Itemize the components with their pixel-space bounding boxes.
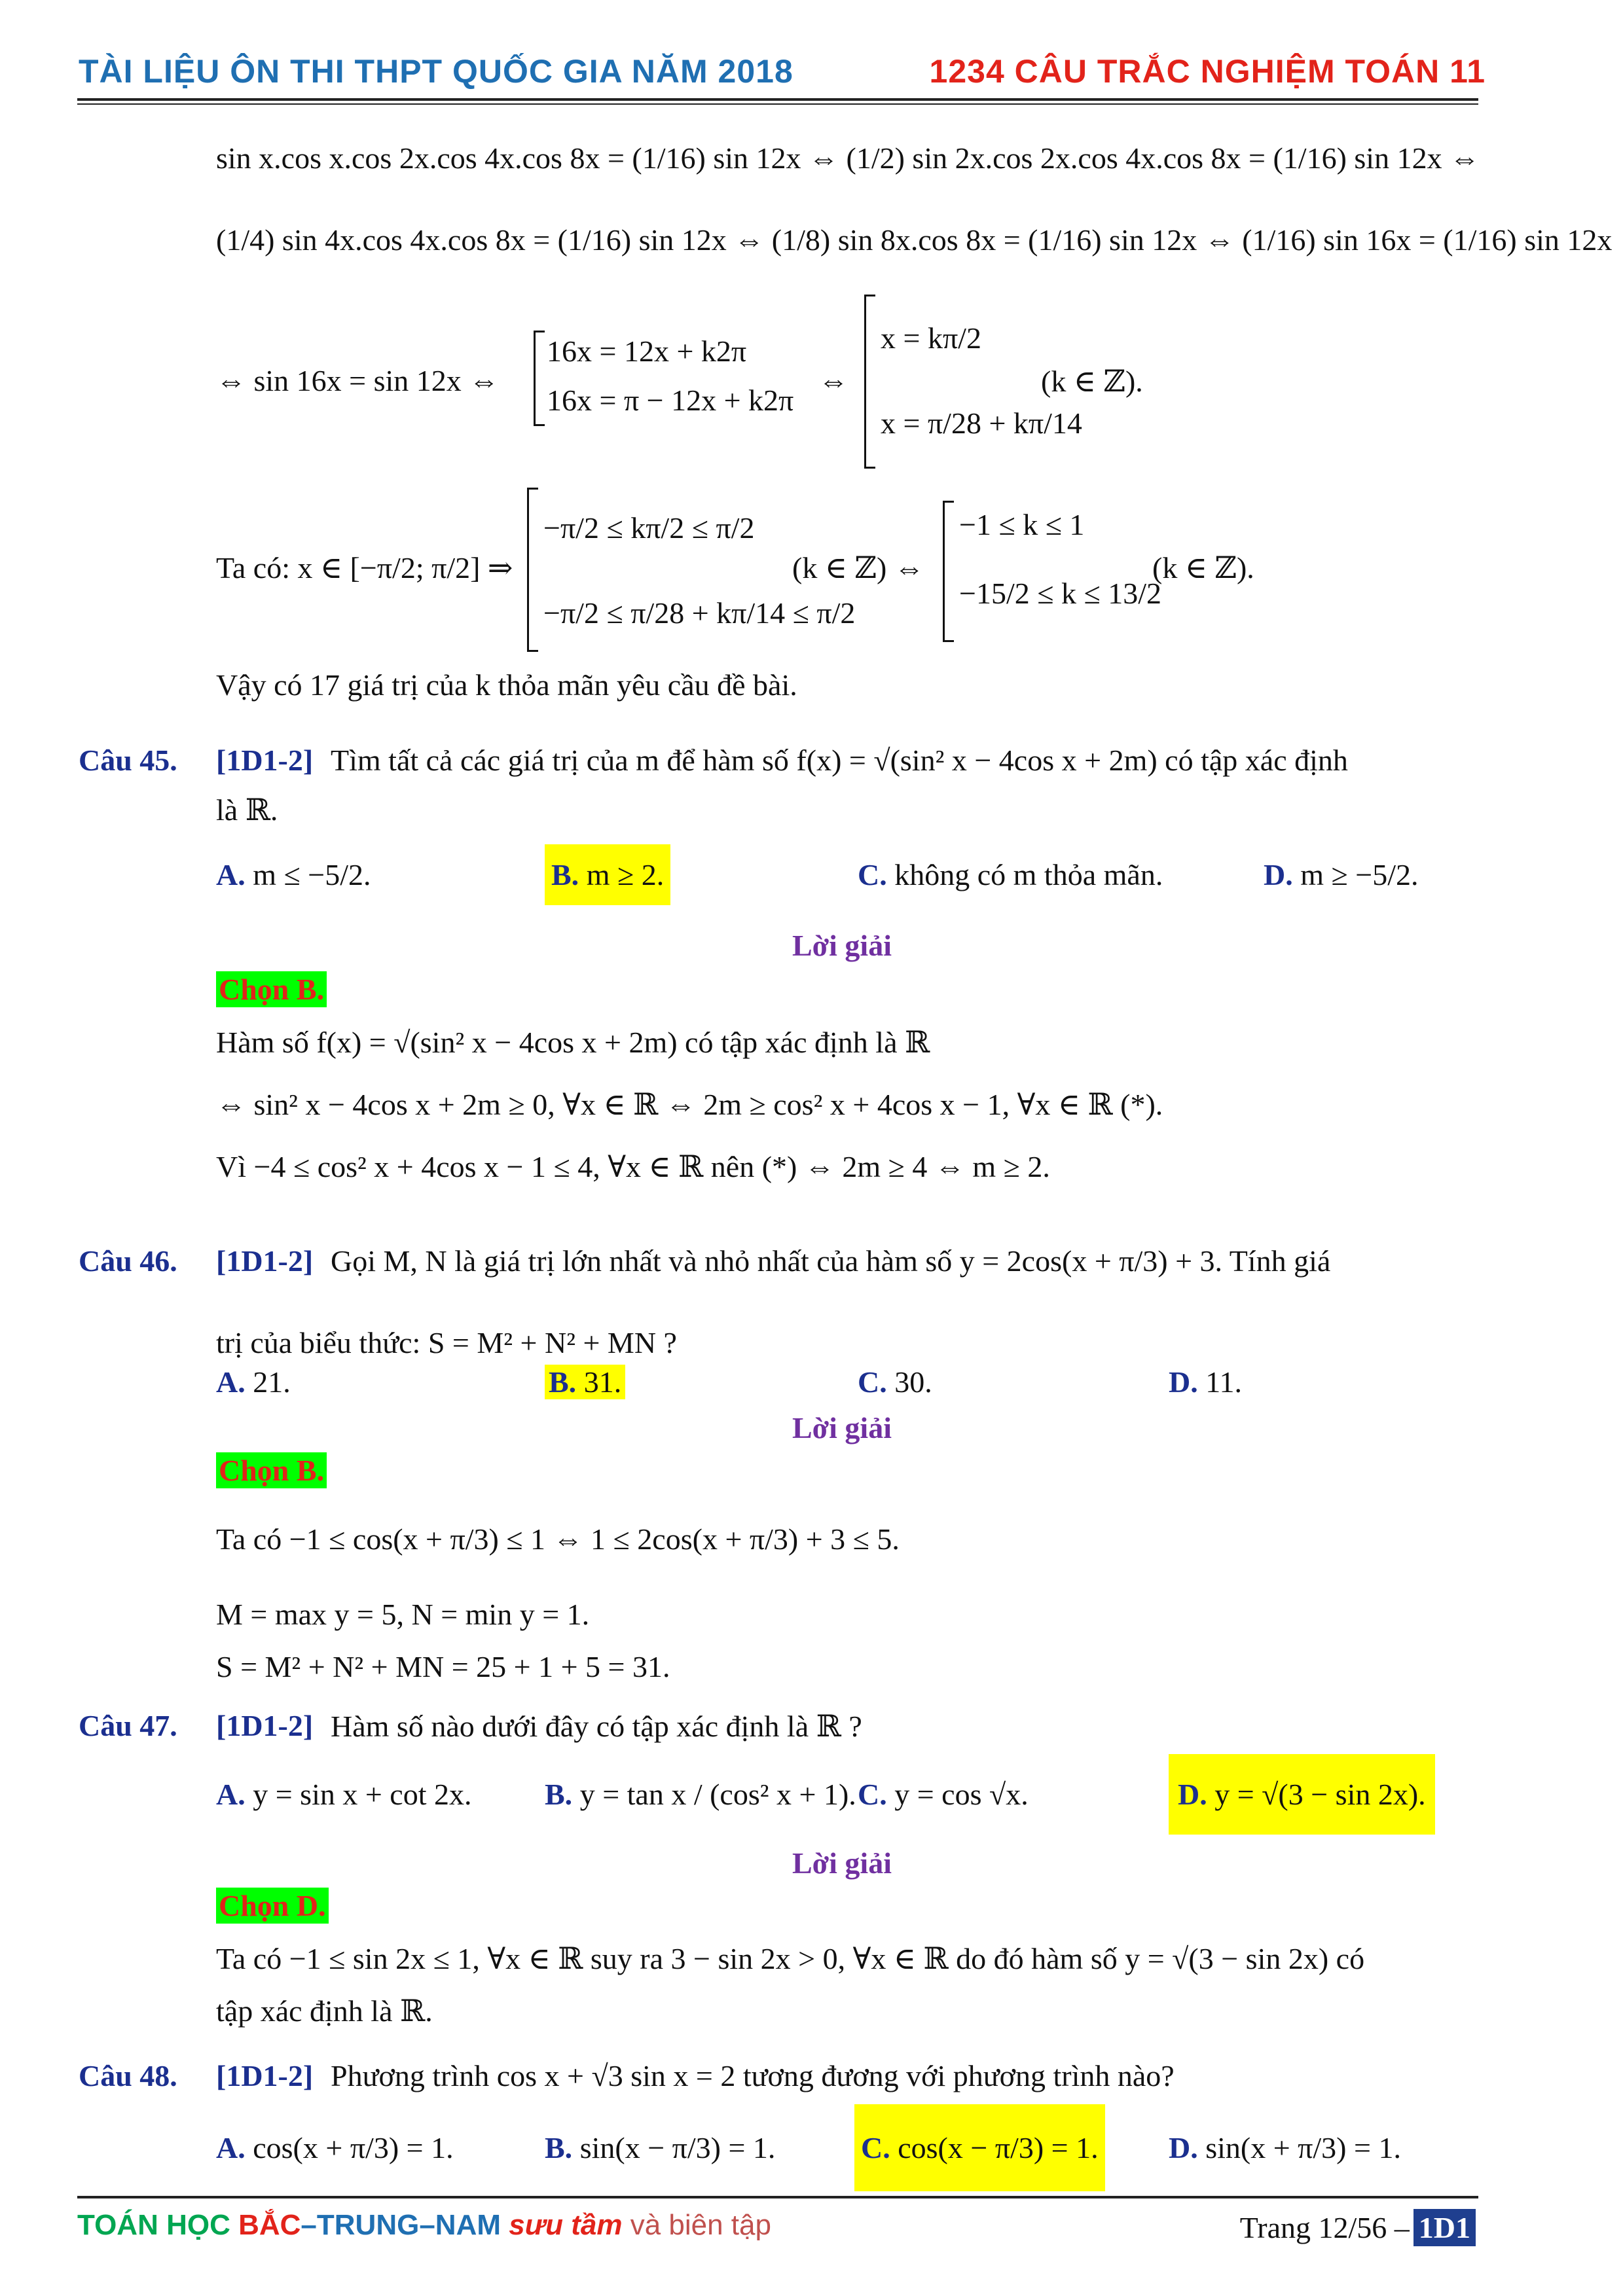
- ineq-bracket: [527, 488, 538, 652]
- q46-loigiai: Lời giải: [792, 1411, 892, 1444]
- q47-chon: [216, 1888, 329, 1923]
- case-bracket-1: [534, 331, 545, 426]
- q46-solution-1: Ta có −1 ≤ cos(x + π/3) ≤ 1 ⇔ 1 ≤ 2cos(x + π/3) + 3 ≤ 5.: [216, 1522, 900, 1556]
- option-letter: C.: [858, 858, 887, 891]
- q47-option-d[interactable]: [1169, 1754, 1435, 1835]
- option-letter: D.: [1169, 1365, 1198, 1399]
- q46-option-a[interactable]: [216, 1365, 291, 1399]
- header-left-title: TÀI LIỆU ÔN THI THPT QUỐC GIA NĂM 2018: [79, 53, 793, 90]
- question-45-tag: [1D1-2]: [216, 744, 314, 777]
- footer-brand-2: BẮC: [238, 2209, 301, 2241]
- q47-solution-1: Ta có −1 ≤ sin 2x ≤ 1, ∀x ∈ ℝ suy ra 3 − sin 2x > 0, ∀x ∈ ℝ do đó hàm số y = √(3 − sin 2x) có: [216, 1942, 1365, 1975]
- option-letter: C.: [861, 2131, 890, 2164]
- answer-badge: Chọn D.: [216, 1888, 329, 1924]
- question-46-text: Gọi M, N là giá trị lớn nhất và nhỏ nhất của hàm số y = 2cos(x + π/3) + 3. Tính giá: [331, 1244, 1331, 1278]
- k-integer-3: (k ∈ ℤ).: [1152, 551, 1254, 584]
- inequality-2: −π/2 ≤ π/28 + kπ/14 ≤ π/2: [543, 596, 856, 630]
- k-integer: (k ∈ ℤ).: [1041, 365, 1143, 398]
- footer-page: [1240, 2209, 1476, 2246]
- option-letter: D.: [1264, 858, 1293, 891]
- question-45-text: Tìm tất cả các giá trị của m để hàm số f(x) = √(sin² x − 4cos x + 2m) có tập xác định: [331, 744, 1348, 777]
- q46-solution-2: M = max y = 5, N = min y = 1.: [216, 1598, 590, 1631]
- q46-chon: [216, 1453, 327, 1488]
- q47-solution-2: tập xác định là ℝ.: [216, 1994, 433, 2028]
- solution-line-3: ⇔ sin 16x = sin 12x ⇔: [216, 364, 500, 397]
- q45-option-b[interactable]: [545, 844, 670, 905]
- header-rule: [77, 98, 1478, 101]
- option-letter: A.: [216, 1778, 246, 1811]
- option-text: không có m thỏa mãn.: [894, 858, 1163, 891]
- case-bracket-2: [864, 295, 875, 469]
- option-text: 30.: [894, 1365, 932, 1399]
- option-letter: A.: [216, 1365, 246, 1399]
- option-text: y = sin x + cot 2x.: [253, 1778, 472, 1811]
- option-text: m ≥ 2.: [586, 858, 665, 891]
- q46-option-d[interactable]: [1169, 1365, 1242, 1399]
- question-45-text-2: là ℝ.: [216, 793, 278, 827]
- k-bracket: [943, 501, 954, 642]
- option-text: m ≥ −5/2.: [1300, 858, 1419, 891]
- answer-badge: Chọn B.: [216, 1452, 327, 1488]
- result-1: x = kπ/2: [881, 321, 981, 355]
- q45-solution-1: Hàm số f(x) = √(sin² x − 4cos x + 2m) có tập xác định là ℝ: [216, 1026, 930, 1059]
- solution-line-2: (1/4) sin 4x.cos 4x.cos 8x = (1/16) sin 12x ⇔ (1/8) sin 8x.cos 8x = (1/16) sin 12x ⇔ (1/16) sin 16x = (1/16) sin 12x: [216, 223, 1613, 257]
- q45-loigiai: Lời giải: [792, 929, 892, 962]
- q45-option-d[interactable]: [1264, 857, 1418, 892]
- case-1: 16x = 12x + k2π: [547, 334, 747, 368]
- chapter-code-badge: 1D1: [1413, 2209, 1476, 2246]
- question-47-label: Câu 47.: [79, 1709, 177, 1742]
- q47-option-b[interactable]: [545, 1777, 856, 1812]
- question-45-label: Câu 45.: [79, 744, 177, 777]
- option-letter: B.: [551, 858, 579, 891]
- option-letter: D.: [1178, 1778, 1207, 1811]
- q46-solution-3: S = M² + N² + MN = 25 + 1 + 5 = 31.: [216, 1650, 670, 1683]
- option-letter: B.: [549, 1365, 577, 1399]
- q45-solution-3: Vì −4 ≤ cos² x + 4cos x − 1 ≤ 4, ∀x ∈ ℝ nên (*) ⇔ 2m ≥ 4 ⇔ m ≥ 2.: [216, 1150, 1050, 1183]
- solution-line-1: sin x.cos x.cos 2x.cos 4x.cos 8x = (1/16) sin 12x ⇔ (1/2) sin 2x.cos 2x.cos 4x.cos 8x = (1/16) sin 12x ⇔: [216, 141, 1480, 175]
- page-number: Trang 12/56 –: [1239, 2211, 1410, 2244]
- inequality-1: −π/2 ≤ kπ/2 ≤ π/2: [543, 511, 755, 545]
- q47-loigiai: Lời giải: [792, 1846, 892, 1880]
- footer-brand-4: NAM: [435, 2209, 501, 2241]
- question-48-text: Phương trình cos x + √3 sin x = 2 tương đương với phương trình nào?: [331, 2059, 1175, 2092]
- option-letter: B.: [545, 2131, 573, 2164]
- header-rule-thin: [77, 103, 1478, 105]
- option-letter: A.: [216, 2131, 246, 2164]
- option-text: cos(x − π/3) = 1.: [898, 2131, 1099, 2164]
- option-text: y = tan x / (cos² x + 1).: [579, 1778, 856, 1811]
- q46-option-b[interactable]: [545, 1365, 625, 1399]
- option-text: 21.: [253, 1365, 291, 1399]
- footer-brand-5: sưu tầm: [509, 2209, 623, 2241]
- q47-option-c[interactable]: [858, 1777, 1029, 1812]
- q46-option-c[interactable]: [858, 1365, 932, 1399]
- answer-badge: Chọn B.: [216, 971, 327, 1007]
- q48-option-a[interactable]: [216, 2130, 454, 2165]
- option-text: cos(x + π/3) = 1.: [253, 2131, 454, 2164]
- q48-option-b[interactable]: [545, 2130, 775, 2165]
- solution-conclusion: Vậy có 17 giá trị của k thỏa mãn yêu cầu đề bài.: [216, 668, 797, 702]
- option-text: sin(x − π/3) = 1.: [579, 2131, 776, 2164]
- q45-chon: [216, 972, 327, 1007]
- question-48-label: Câu 48.: [79, 2059, 177, 2092]
- case-2: 16x = π − 12x + k2π: [547, 384, 794, 417]
- q45-option-a[interactable]: [216, 857, 371, 892]
- k-range-2: −15/2 ≤ k ≤ 13/2: [959, 577, 1161, 610]
- option-text: m ≤ −5/2.: [253, 858, 371, 891]
- q45-solution-2: ⇔ sin² x − 4cos x + 2m ≥ 0, ∀x ∈ ℝ ⇔ 2m ≥ cos² x + 4cos x − 1, ∀x ∈ ℝ (*).: [216, 1088, 1163, 1121]
- option-letter: C.: [858, 1365, 887, 1399]
- question-47-text: Hàm số nào dưới đây có tập xác định là ℝ ?: [331, 1710, 862, 1743]
- q48-option-c[interactable]: [854, 2104, 1105, 2191]
- footer-rule: [77, 2196, 1478, 2198]
- q48-option-d[interactable]: [1169, 2130, 1401, 2165]
- k-integer-2: (k ∈ ℤ) ⇔: [792, 551, 924, 584]
- option-letter: B.: [545, 1778, 573, 1811]
- q45-option-c[interactable]: [858, 857, 1163, 892]
- question-46-text-2: trị của biểu thức: S = M² + N² + MN ?: [216, 1326, 677, 1359]
- header-right-title: 1234 CÂU TRẮC NGHIỆM TOÁN 11: [929, 53, 1486, 90]
- equiv-sign: ⇔: [818, 364, 848, 397]
- option-letter: A.: [216, 858, 246, 891]
- option-text: 11.: [1205, 1365, 1243, 1399]
- question-48-tag: [1D1-2]: [216, 2059, 314, 2092]
- footer-brand-6: và biên tập: [630, 2209, 771, 2241]
- footer-brand-1: TOÁN HỌC: [77, 2209, 230, 2241]
- result-2: x = π/28 + kπ/14: [881, 406, 1082, 440]
- option-text: 31.: [583, 1365, 622, 1399]
- option-letter: D.: [1169, 2131, 1198, 2164]
- question-47-tag: [1D1-2]: [216, 1709, 314, 1742]
- solution-line-4: Ta có: x ∈ [−π/2; π/2] ⇒: [216, 551, 513, 584]
- option-text: y = √(3 − sin 2x).: [1214, 1778, 1426, 1811]
- k-range-1: −1 ≤ k ≤ 1: [959, 508, 1085, 541]
- option-letter: C.: [858, 1778, 887, 1811]
- option-text: y = cos √x.: [894, 1778, 1029, 1811]
- footer-brand: [77, 2209, 771, 2242]
- question-46-tag: [1D1-2]: [216, 1244, 314, 1278]
- q47-option-a[interactable]: [216, 1777, 472, 1812]
- question-46-label: Câu 46.: [79, 1244, 177, 1278]
- option-text: sin(x + π/3) = 1.: [1205, 2131, 1401, 2164]
- footer-brand-3: –TRUNG–: [301, 2209, 435, 2241]
